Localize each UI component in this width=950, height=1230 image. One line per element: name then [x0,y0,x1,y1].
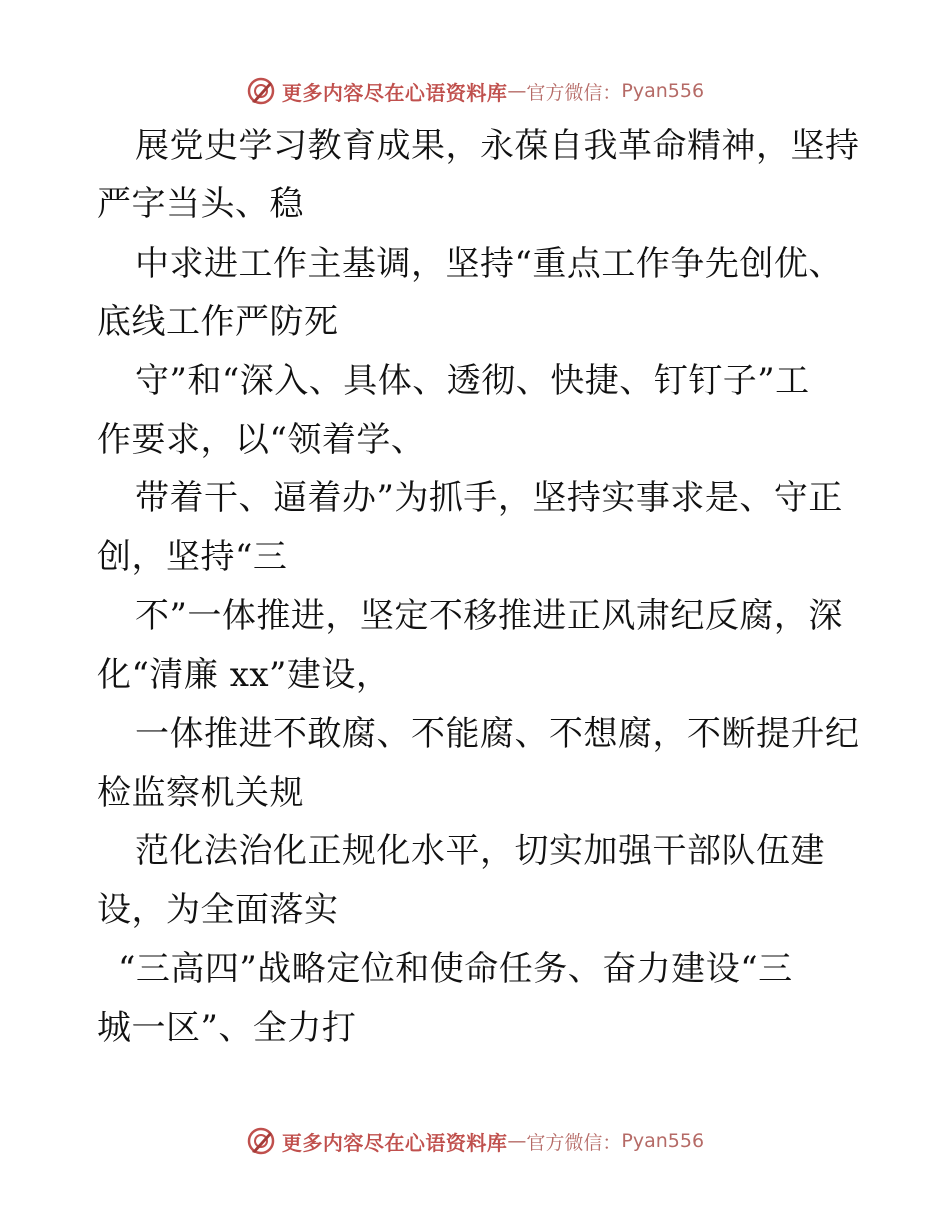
text-line: 化“清廉 xx”建设， [97,655,391,695]
text-line: “三高四”战略定位和使命任务、奋力建设“三 [118,949,793,989]
watermark-brand: 更多内容尽在心语资料库 [281,80,508,105]
text-line: 作要求，以“领着学、 [97,420,426,460]
watermark-contact-label: 官方微信： [526,1131,622,1154]
text-line: 严字当头、稳 [97,184,304,224]
text-line: 底线工作严防死 [97,302,339,342]
header-watermark [0,74,950,108]
watermark-contact-id: Pyan556 [621,80,705,102]
quill-logo-icon [246,1126,276,1156]
watermark-brand: 更多内容尽在心语资料库 [281,1130,508,1155]
text-line: 范化法治化正规化水平，切实加强干部队伍建 [135,831,825,871]
text-line: 设，为全面落实 [97,890,339,930]
text-line: 城一区”、全力打 [97,1008,357,1048]
text-line: 不”一体推进，坚定不移推进正风肃纪反腐，深 [135,596,843,636]
text-line: 一体推进不敢腐、不能腐、不想腐，不断提升纪 [135,714,860,754]
text-line: 守”和“深入、具体、透彻、快捷、钉钉子”工 [135,361,810,401]
text-line: 中求进工作主基调，坚持“重点工作争先创优、 [135,244,843,284]
watermark-dash: — [507,80,527,102]
footer-watermark [0,1124,950,1158]
watermark-contact-label: 官方微信： [526,81,622,104]
text-line: 创，坚持“三 [97,537,288,577]
text-line: 带着干、逼着办”为抓手，坚持实事求是、守正 [135,478,843,518]
watermark-dash: — [507,1130,527,1152]
quill-logo-icon [246,76,276,106]
watermark-contact-id: Pyan556 [621,1130,705,1152]
text-line: 展党史学习教育成果，永葆自我革命精神，坚持 [135,126,860,166]
text-line: 检监察机关规 [97,773,304,813]
